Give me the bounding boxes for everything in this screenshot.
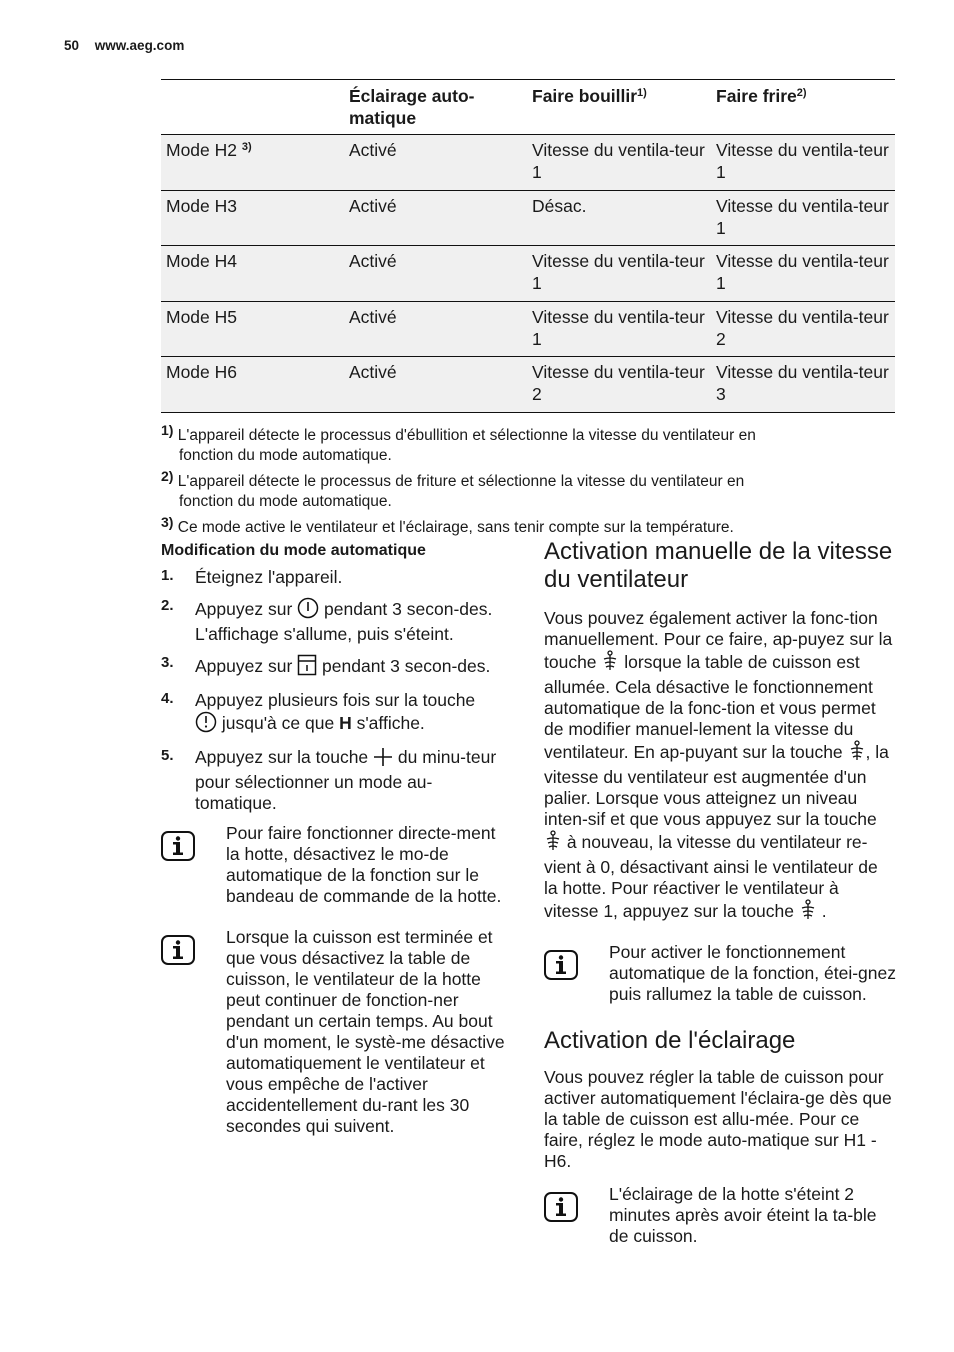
footnote-2: 2) L'appareil détecte le processus de friture et sélectionne la vitesse du ventilateur en fonction du mode automatique.	[161, 468, 745, 510]
info-icon	[544, 1192, 578, 1222]
heading-lighting: Activation de l'éclairage	[544, 1027, 796, 1054]
cell-fry: Vitesse du ventila-teur 1	[716, 251, 889, 293]
cell-boil: Vitesse du ventila-teur 2	[532, 362, 705, 404]
timer-icon	[195, 711, 217, 738]
info-note: Pour activer le fonctionnement automatique de la fonction, étei-gnez puis rallumez la table de cuisson.	[544, 942, 896, 1005]
list-item: 2. Appuyez sur pendant 3 secon-des. L'affichage s'allume, puis s'éteint.	[161, 597, 493, 644]
fan-icon	[799, 899, 817, 926]
cell-lighting: Activé	[349, 140, 397, 160]
fan-icon	[544, 830, 562, 857]
cell-lighting: Activé	[349, 251, 397, 271]
fan-icon	[601, 650, 619, 677]
left-column	[161, 540, 513, 1137]
cell-mode: Mode H3	[166, 195, 238, 216]
plus-icon	[373, 747, 393, 772]
footnote-3: 3) Ce mode active le ventilateur et l'éclairage, sans tenir compte sur la température.	[161, 514, 734, 536]
manual-fan-paragraph: Vous pouvez également activer la fonc-tion manuellement. Pour ce faire, ap-puyez sur la touche lorsque la table de cuisson est allumée. Cela désactive le fonctionnement automatique de la fonc-tion et vous permet de modifier manuel-lement la vitesse du ventilateur. En ap-puyant sur la touche , la vitesse du ventilateur est augmentée d'un palier. Lorsque vous atteignez un niveau inten-sif et que vous appuyez sur la touche à nouveau, la vitesse du ventilateur re-vient à 0, désactivant ainsi le ventilateur de la hotte. Pour réactiver le ventilateur à vitesse 1, appuyez sur la touche .	[544, 608, 896, 926]
page-header	[64, 38, 184, 53]
header-cell-mode	[161, 80, 344, 135]
auto-mode-table	[161, 79, 895, 413]
cell-fry: Vitesse du ventila-teur 2	[716, 306, 889, 349]
info-note: Pour faire fonctionner directe-ment la hotte, désactivez le mo-de automatique de la fonction sur le bandeau de commande de la hotte.	[161, 823, 513, 907]
info-icon	[161, 935, 195, 965]
cell-boil: Vitesse du ventila-teur 1	[532, 306, 705, 349]
lighting-paragraph: Vous pouvez régler la table de cuisson pour activer automatiquement l'éclaira-ge dès que la table de cuisson est allu-mée. Pour ce faire, réglez le mode auto-matique sur H1 - H6.	[544, 1067, 892, 1171]
info-icon	[161, 831, 195, 861]
fan-icon	[848, 740, 866, 767]
cell-mode: Mode H4	[166, 251, 238, 271]
list-item: 3. Appuyez sur pendant 3 secon-des.	[161, 654, 513, 681]
site-url[interactable]: www.aeg.com	[94, 38, 185, 53]
power-icon	[297, 597, 319, 624]
info-note: L'éclairage de la hotte s'éteint 2 minutes après avoir éteint la ta-ble de cuisson.	[544, 1184, 896, 1247]
cell-mode: Mode H5	[166, 306, 238, 327]
cell-mode: Mode H6	[166, 362, 238, 382]
steps-list	[161, 567, 513, 814]
cell-lighting: Activé	[349, 306, 397, 327]
list-item: 5. Appuyez sur la touche du minu-teur pour sélectionner un mode au-tomatique.	[161, 747, 497, 813]
header-cell-fry: Faire frire$^{2)}$	[716, 86, 807, 106]
table-row	[161, 135, 895, 191]
footnote-1: 1) L'appareil détecte le processus d'ébullition et sélectionne la vitesse du ventilateur en fonction du mode automatique.	[161, 422, 756, 464]
header-cell-lighting: Éclairage auto-matique	[349, 86, 475, 128]
cell-fry: Vitesse du ventila-teur 3	[716, 362, 889, 404]
right-column	[544, 538, 896, 1247]
info-icon	[544, 950, 578, 980]
cell-boil: Vitesse du ventila-teur 1	[532, 251, 705, 293]
header-cell-boil: Faire bouillir$^{1)}$	[532, 86, 647, 106]
table-row	[161, 301, 895, 357]
cell-fry: Vitesse du ventila-teur 1	[716, 140, 889, 182]
cell-lighting: Activé	[349, 362, 397, 382]
cell-boil: Désac.	[532, 195, 587, 216]
table-header-row	[161, 80, 895, 135]
hood-lock-icon	[297, 654, 317, 681]
info-note: Lorsque la cuisson est terminée et que vous désactivez la table de cuisson, le ventilateur de la hotte peut continuer de fonction-ner pendant un certain temps. Au bout d'un moment, le systè-me désactive automatiquement le ventilateur et vous empêche de l'activer accidentellement du-rant les 30 secondes qui suivent.	[161, 927, 513, 1137]
subheading-auto-mode: Modification du mode automatique	[161, 542, 426, 559]
cell-fry: Vitesse du ventila-teur 1	[716, 195, 889, 238]
page-number: 50	[64, 38, 80, 53]
cell-boil: Vitesse du ventila-teur 1	[532, 140, 705, 182]
heading-manual-fan: Activation manuelle de la vitesse du ventilateur	[544, 538, 893, 593]
list-item: 4. Appuyez plusieurs fois sur la touche jusqu'à ce que H s'affiche.	[161, 690, 513, 738]
table-row	[161, 246, 895, 302]
cell-mode: Mode H2 $^{3)}$	[166, 140, 252, 160]
list-item: 1. Éteignez l'appareil.	[161, 567, 343, 587]
table-row	[161, 190, 895, 246]
cell-lighting: Activé	[349, 195, 397, 216]
table-row	[161, 357, 895, 413]
